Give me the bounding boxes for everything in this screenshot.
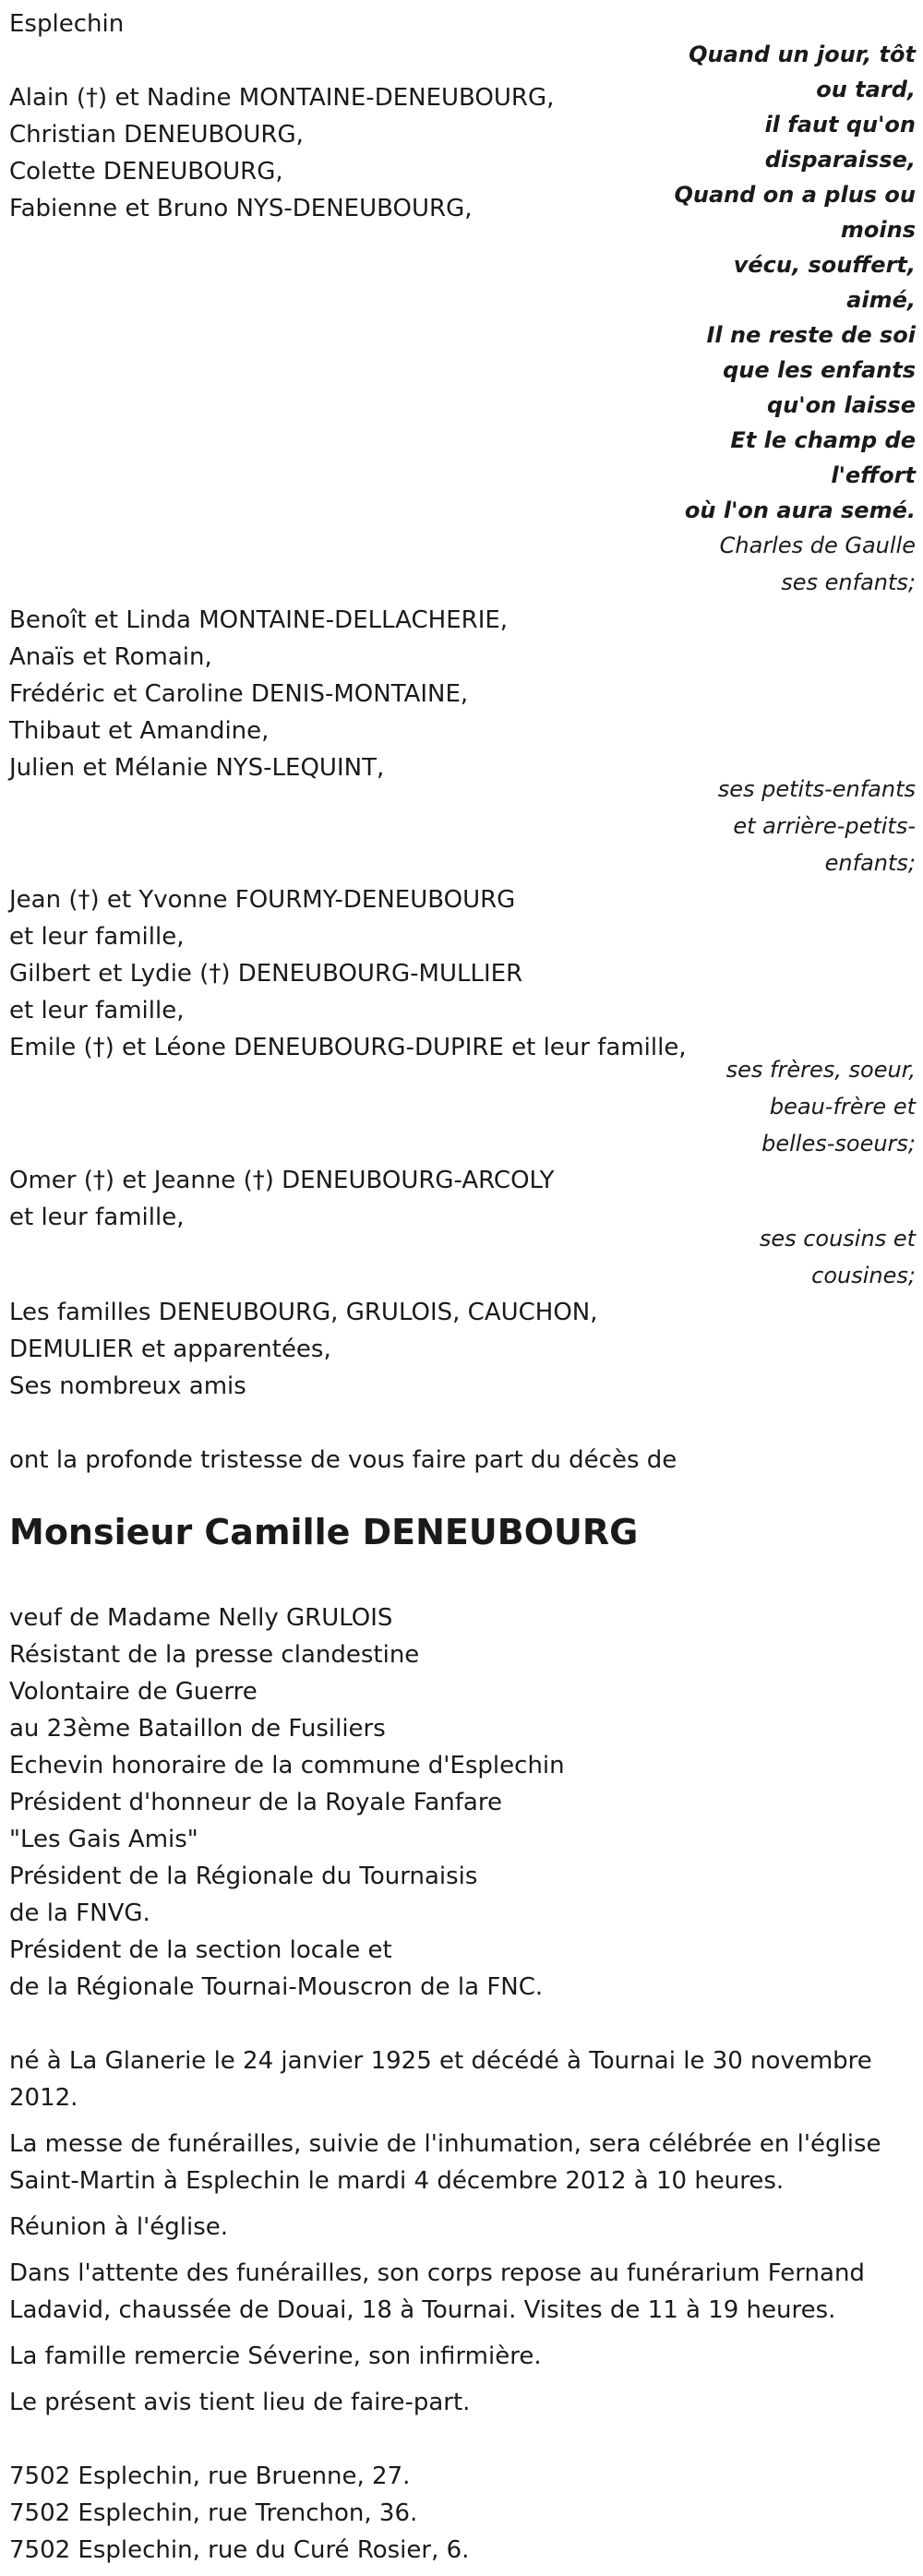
poem-line: ou tard, <box>816 77 916 102</box>
funerarium-line: Ladavid, chaussée de Douai, 18 à Tournai. Visites de 11 à 19 heures. <box>9 2296 836 2324</box>
poem-line: l'effort <box>831 462 916 488</box>
grandchild-name: Benoît et Linda MONTAINE-DELLACHERIE, <box>9 606 509 634</box>
poem-line: qu'on laisse <box>766 392 916 418</box>
title-line: Président de la Régionale du Tournaisis <box>9 1863 478 1890</box>
grandchildren-relation: enfants; <box>824 850 916 876</box>
mass-line: Saint-Martin à Esplechin le mardi 4 décembre 2012 à 10 heures. <box>9 2167 785 2195</box>
poem-line: vécu, souffert, <box>733 252 916 278</box>
birth-death-line: 2012. <box>9 2084 78 2112</box>
poem-author: Charles de Gaulle <box>719 533 916 558</box>
notice-line: Le présent avis tient lieu de faire-part. <box>9 2389 471 2416</box>
reunion-line: Réunion à l'église. <box>9 2213 229 2241</box>
grandchild-name: Frédéric et Caroline DENIS-MONTAINE, <box>9 680 469 708</box>
families-line: Les familles DENEUBOURG, GRULOIS, CAUCHON, <box>9 1299 598 1326</box>
poem-line: aimé, <box>846 287 916 313</box>
announcement: ont la profonde tristesse de vous faire part du décès de <box>9 1446 677 1474</box>
child-name: Colette DENEUBOURG, <box>9 158 283 186</box>
child-name: Christian DENEUBOURG, <box>9 121 304 149</box>
deceased-name: Monsieur Camille DENEUBOURG <box>9 1512 639 1552</box>
title-line: Volontaire de Guerre <box>9 1678 258 1706</box>
poem-line: Il ne reste de soi <box>706 322 916 348</box>
birth-death-line: né à La Glanerie le 24 janvier 1925 et décédé à Tournai le 30 novembre <box>9 2047 872 2075</box>
child-name: Alain (†) et Nadine MONTAINE-DENEUBOURG, <box>9 84 555 112</box>
cousins-relation: ses cousins et <box>759 1226 916 1252</box>
title-line: "Les Gais Amis" <box>9 1826 198 1853</box>
sibling-name: et leur famille, <box>9 923 185 951</box>
poem-line: que les enfants <box>723 357 916 383</box>
address-line: 7502 Esplechin, rue Bruenne, 27. <box>9 2462 411 2490</box>
families-line: Ses nombreux amis <box>9 1372 246 1400</box>
poem-line: moins <box>840 217 916 243</box>
poem-line: Quand un jour, tôt <box>689 42 916 67</box>
mass-line: La messe de funérailles, suivie de l'inhumation, sera célébrée en l'église <box>9 2130 881 2158</box>
poem-line: disparaisse, <box>764 147 916 173</box>
thanks-line: La famille remercie Séverine, son infirmière. <box>9 2342 542 2370</box>
title-line: Président d'honneur de la Royale Fanfare <box>9 1789 502 1816</box>
poem-line: où l'on aura semé. <box>684 497 916 523</box>
title-line: veuf de Madame Nelly GRULOIS <box>9 1604 393 1632</box>
siblings-relation: belles-soeurs; <box>761 1131 916 1156</box>
sibling-name: et leur famille, <box>9 997 185 1024</box>
place-header: Esplechin <box>9 10 125 38</box>
sibling-name: Emile (†) et Léone DENEUBOURG-DUPIRE et leur famille, <box>9 1034 687 1061</box>
poem-line: Quand on a plus ou <box>674 182 916 208</box>
title-line: de la Régionale Tournai-Mouscron de la FNC. <box>9 1973 544 2001</box>
poem <box>639 37 916 528</box>
cousins-relation: cousines; <box>811 1263 916 1288</box>
sibling-name: Gilbert et Lydie (†) DENEUBOURG-MULLIER <box>9 960 523 988</box>
families-line: DEMULIER et apparentées, <box>9 1336 331 1363</box>
title-line: Echevin honoraire de la commune d'Esplechin <box>9 1752 565 1779</box>
poem-line: il faut qu'on <box>764 112 916 138</box>
grandchild-name: Thibaut et Amandine, <box>9 717 270 745</box>
grandchildren-relation: ses petits-enfants <box>717 776 916 802</box>
grandchildren-relation: et arrière-petits- <box>733 813 916 839</box>
cousin-name: Omer (†) et Jeanne (†) DENEUBOURG-ARCOLY <box>9 1167 555 1194</box>
siblings-relation: beau-frère et <box>769 1094 916 1120</box>
sibling-name: Jean (†) et Yvonne FOURMY-DENEUBOURG <box>9 886 516 914</box>
title-line: Président de la section locale et <box>9 1936 392 1964</box>
children-relation: ses enfants; <box>781 569 916 595</box>
address-line: 7502 Esplechin, rue Trenchon, 36. <box>9 2499 418 2527</box>
cousin-name: et leur famille, <box>9 1204 185 1231</box>
child-name: Fabienne et Bruno NYS-DENEUBOURG, <box>9 195 473 222</box>
title-line: au 23ème Bataillon de Fusiliers <box>9 1715 386 1743</box>
grandchild-name: Anaïs et Romain, <box>9 643 212 671</box>
grandchild-name: Julien et Mélanie NYS-LEQUINT, <box>9 754 385 782</box>
title-line: Résistant de la presse clandestine <box>9 1641 420 1669</box>
funerarium-line: Dans l'attente des funérailles, son corps repose au funérarium Fernand <box>9 2259 865 2287</box>
title-line: de la FNVG. <box>9 1899 150 1927</box>
address-line: 7502 Esplechin, rue du Curé Rosier, 6. <box>9 2536 470 2564</box>
siblings-relation: ses frères, soeur, <box>725 1057 916 1083</box>
poem-line: Et le champ de <box>730 427 916 453</box>
